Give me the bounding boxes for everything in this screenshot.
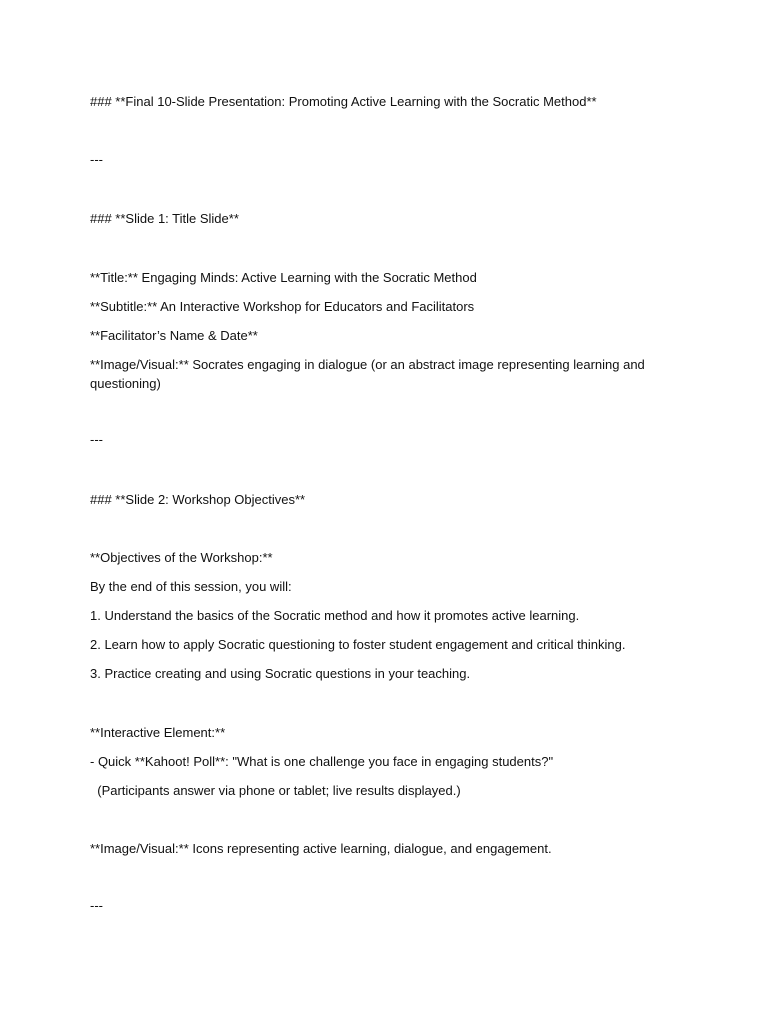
slide-1-facilitator: **Facilitator’s Name & Date**	[90, 328, 258, 343]
separator-2: ---	[90, 432, 103, 447]
slide-1-title: **Title:** Engaging Minds: Active Learning with the Socratic Method	[90, 270, 477, 285]
separator-3: ---	[90, 898, 103, 913]
slide-2-heading: ### **Slide 2: Workshop Objectives**	[90, 492, 306, 507]
slide-2-intro: By the end of this session, you will:	[90, 579, 292, 594]
participants-note: (Participants answer via phone or tablet; live results displayed.)	[90, 783, 461, 798]
presentation-heading: ### **Final 10-Slide Presentation: Promoting Active Learning with the Socratic Method**	[90, 94, 597, 109]
kahoot-poll-item: - Quick **Kahoot! Poll**: "What is one challenge you face in engaging students?"	[90, 754, 554, 769]
objective-1: 1. Understand the basics of the Socratic method and how it promotes active learning.	[90, 608, 580, 623]
slide-2-objectives-label: **Objectives of the Workshop:**	[90, 550, 273, 565]
interactive-element-label: **Interactive Element:**	[90, 725, 226, 740]
separator-1: ---	[90, 152, 103, 167]
slide-1-subtitle: **Subtitle:** An Interactive Workshop for Educators and Facilitators	[90, 299, 475, 314]
objective-2: 2. Learn how to apply Socratic questioning to foster student engagement and critical thinking.	[90, 637, 626, 652]
slide-1-image-visual: **Image/Visual:** Socrates engaging in dialogue (or an abstract image representing learning and questioning)	[90, 357, 649, 391]
slide-1-heading: ### **Slide 1: Title Slide**	[90, 211, 239, 226]
slide-2-image-visual: **Image/Visual:** Icons representing active learning, dialogue, and engagement.	[90, 841, 552, 856]
objective-3: 3. Practice creating and using Socratic questions in your teaching.	[90, 666, 471, 681]
